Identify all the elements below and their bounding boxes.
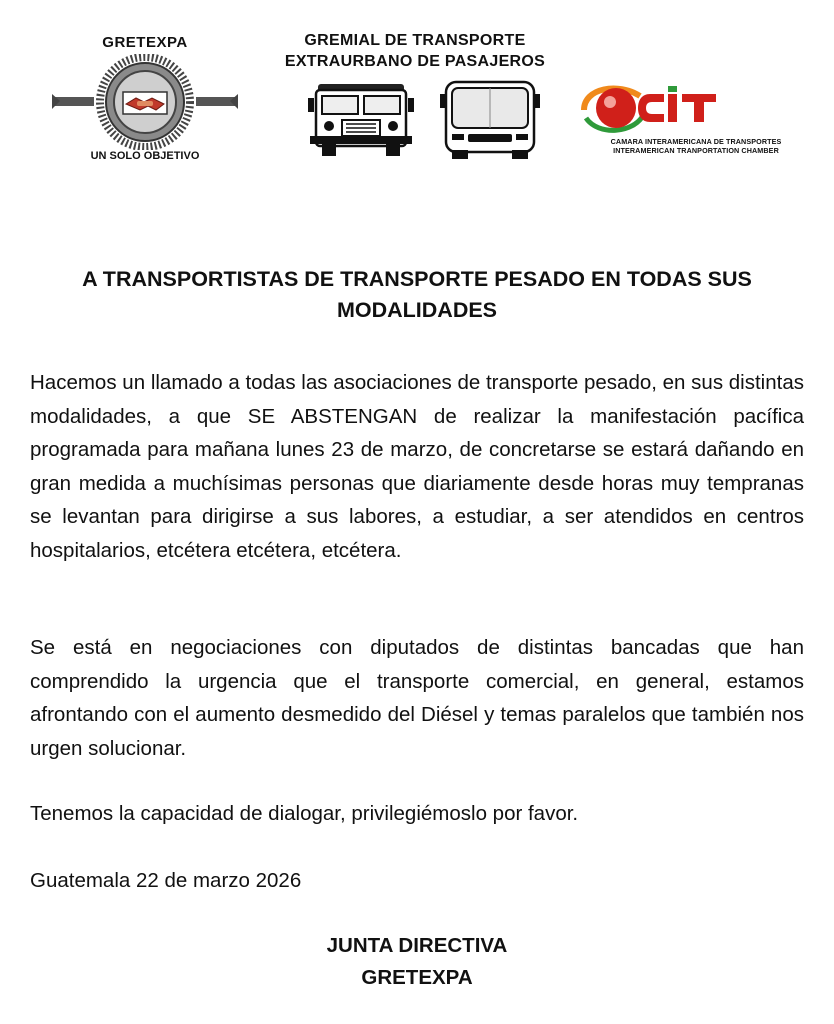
gear-handshake-icon [52,54,238,150]
signature-line2: GRETEXPA [361,966,473,989]
body-paragraph-2: Se está en negociaciones con diputados de distintas bancadas que han comprendido la urgencia que el transporte comercial, en general, estamos afrontando con el aumento desmedido del Diésel y temas paralelos que también nos urgen solucionar. [30,636,804,760]
place-date: Guatemala 22 de marzo 2026 [30,869,302,892]
gremial-title-line1: GREMIAL DE TRANSPORTE [304,32,526,49]
letterhead [0,0,834,175]
gretexpa-logo-motto: UN SOLO OBJETIVO [90,150,200,162]
gretexpa-logo-name: GRETEXPA [102,34,188,51]
gremial-title [240,30,590,72]
heading-line1: A TRANSPORTISTAS DE TRANSPORTE PESADO EN TODAS SUS [82,267,752,291]
cit-caption-line1: CAMARA INTERAMERICANA DE TRANSPORTES [610,137,782,146]
cit-logo [578,78,814,158]
cit-caption-line2: INTERAMERICAN TRANPORTATION CHAMBER [613,145,779,155]
gremial-title-line2: EXTRAURBANO DE PASAJEROS [284,53,546,70]
body-paragraph-3: Tenemos la capacidad de dialogar, privilegiémoslo por favor. [30,802,579,825]
gretexpa-logo [40,30,250,170]
coach-bus-front-icon [438,80,542,160]
body-paragraph-1: Hacemos un llamado a todas las asociaciones de transporte pesado, en sus distintas modalidades, a que SE ABSTENGAN de realizar la manifestación pacífica programada para mañana lunes 23 de marzo, de concretarse se estará dañando en gran medida a muchísimas personas que diariamente desde horas muy tempranas se levantan para dirigirse a sus labores, a estudiar, a ser atendidos en centros hospitalarios, etcétera etcétera, etcétera. [30,371,804,562]
signature-block [200,930,634,994]
cit-logo-caption [578,138,814,155]
document-heading [30,264,804,326]
school-bus-front-icon [308,80,414,158]
cit-emblem-icon [578,78,814,138]
heading-line2: MODALIDADES [336,298,498,322]
signature-line1: JUNTA DIRECTIVA [326,934,508,957]
